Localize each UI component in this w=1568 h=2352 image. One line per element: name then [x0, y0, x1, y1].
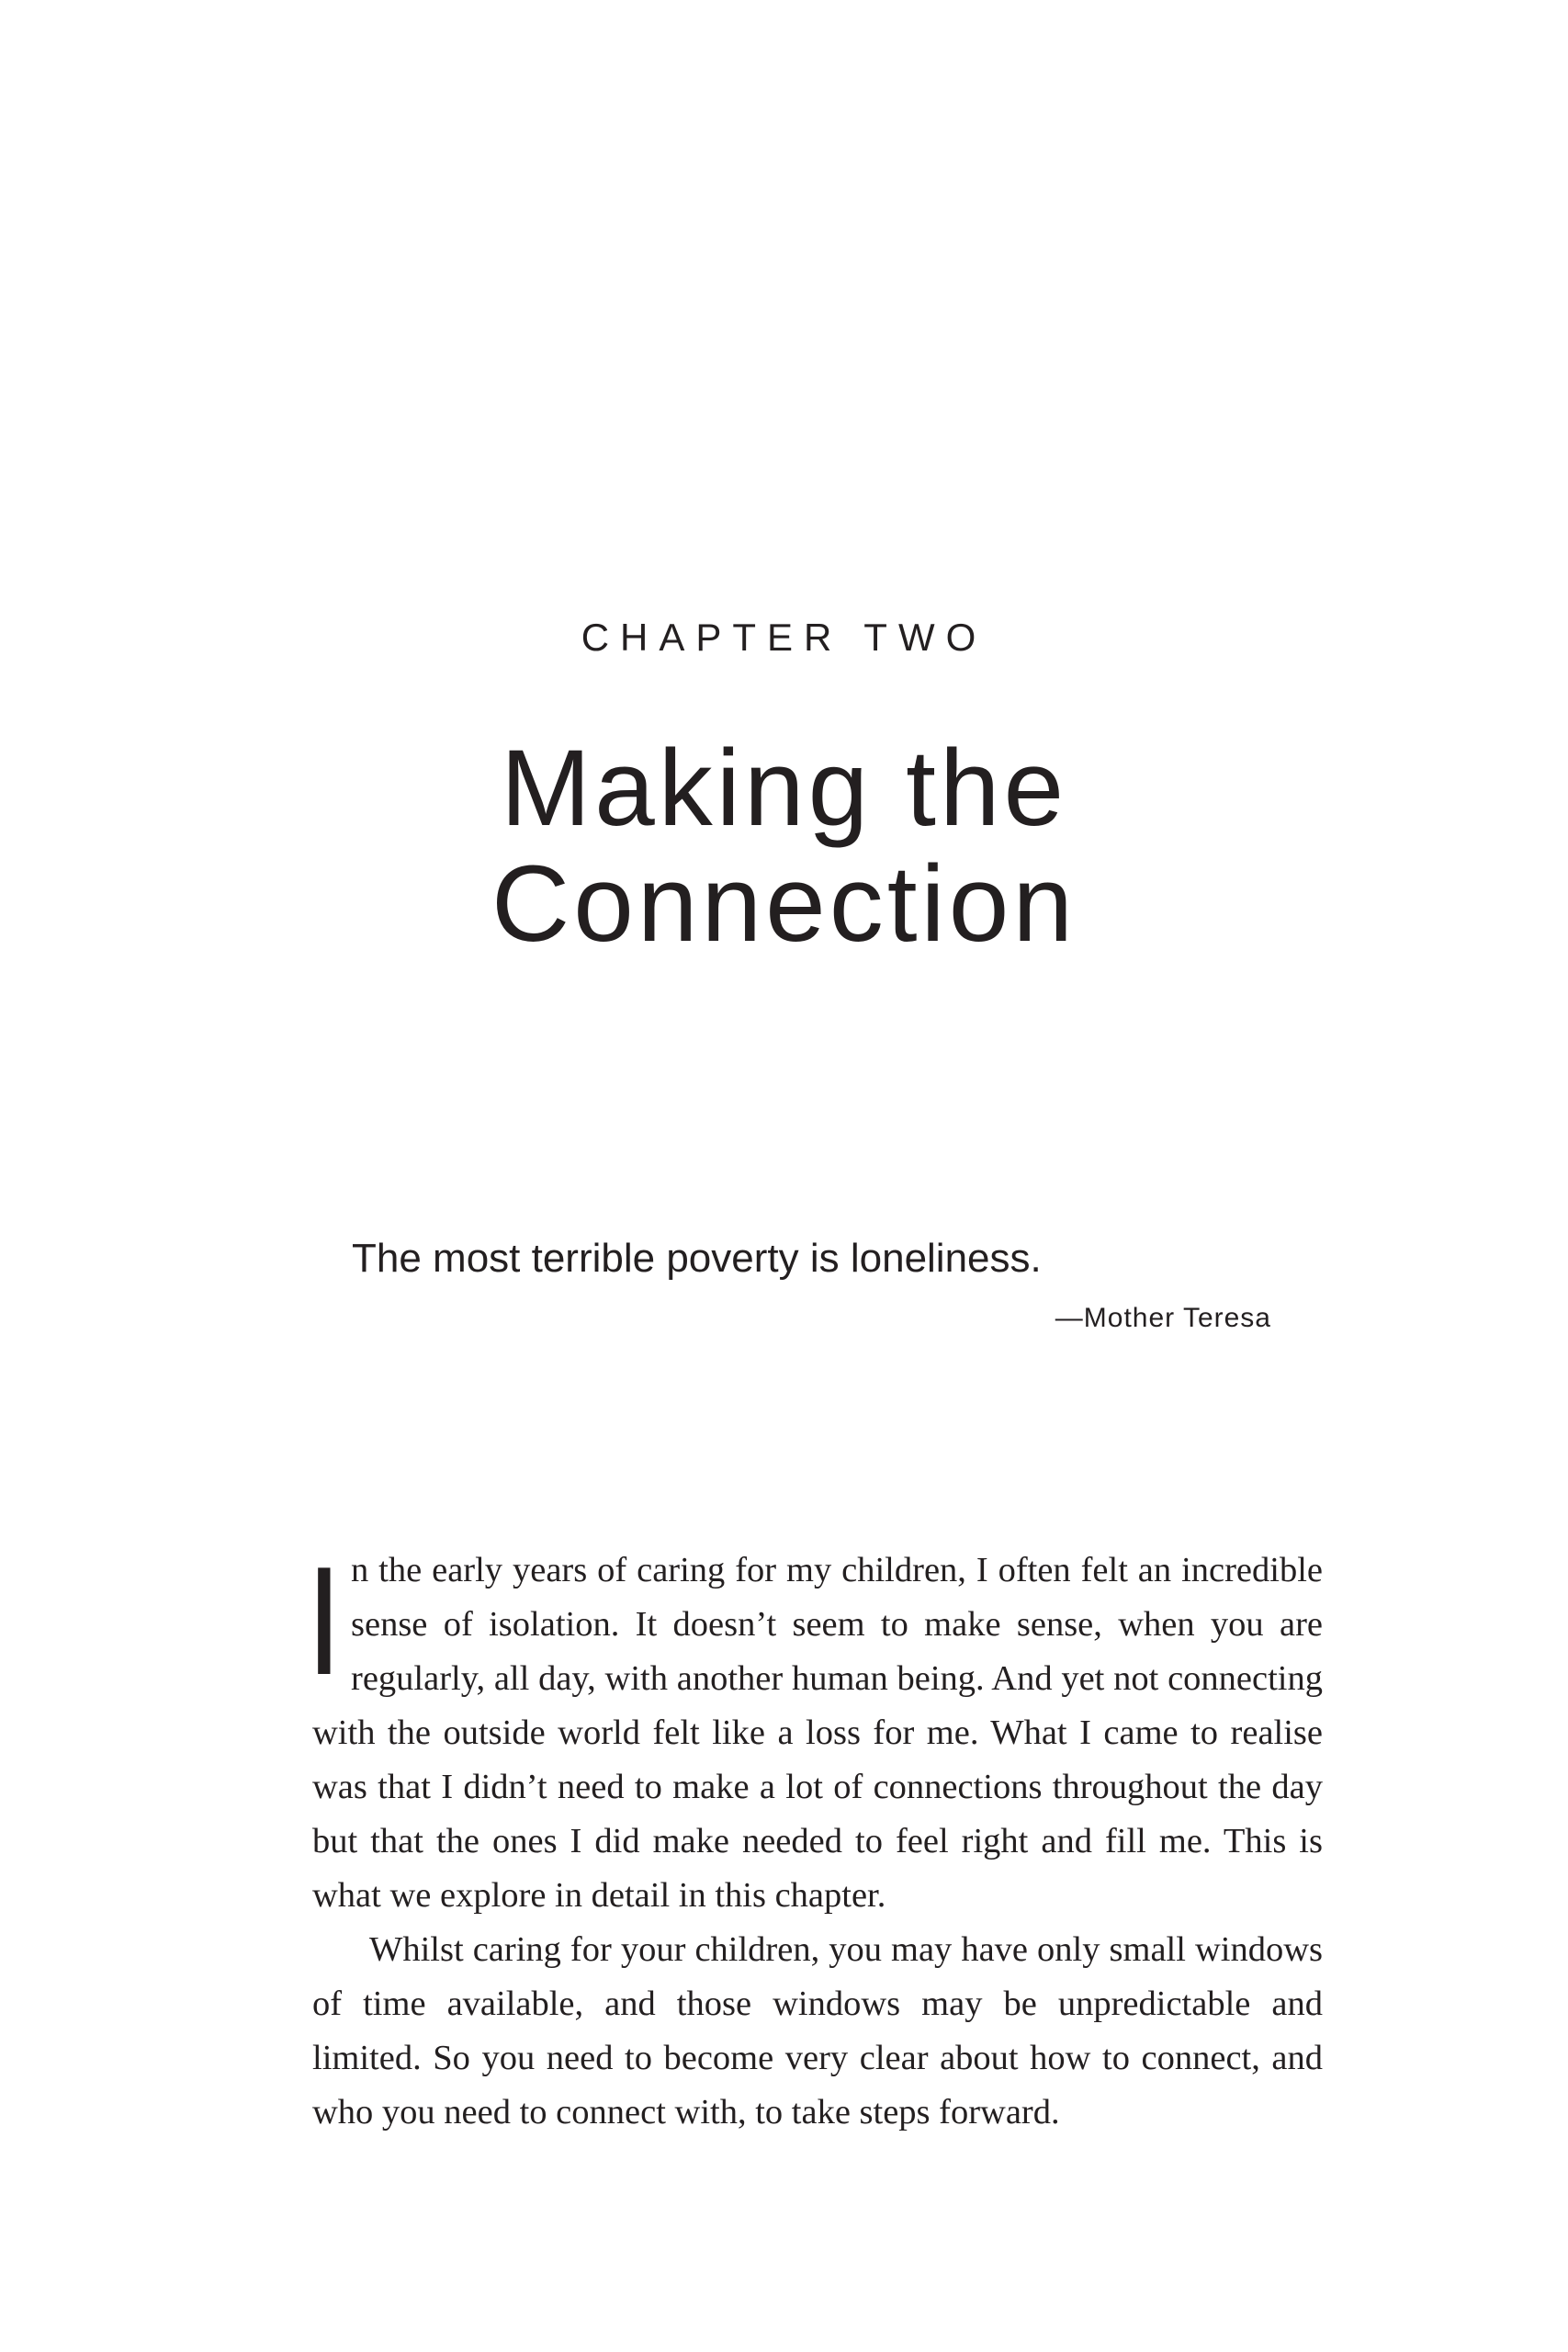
chapter-label: CHAPTER TWO — [581, 616, 987, 659]
drop-cap: I — [312, 1534, 336, 1707]
paragraph-2: Whilst caring for your children, you may have only small windows of time available, and those windows may be unpredictable and limited. So you need to become very clear about how to connect, and who you need to connect with, to take steps forward. — [312, 1930, 1323, 2132]
epigraph-quote: The most terrible poverty is loneliness. — [352, 1236, 1042, 1281]
epigraph-attribution: —Mother Teresa — [1055, 1303, 1271, 1333]
chapter-title-line-2: Connection — [491, 843, 1077, 965]
chapter-title-line-1: Making the — [500, 728, 1068, 849]
paragraph-1 — [312, 1534, 1323, 1923]
chapter-title — [0, 728, 1568, 965]
body-text — [312, 1534, 1323, 2140]
paragraph-1-text: n the early years of caring for my children, I often felt an incredible sense of isolation. It doesn’t seem to make sense, when you are regularly, all day, with another human being. And yet not connecting with the outside world felt like a loss for me. What I came to realise was that I didn’t need to make a lot of connections throughout the day but that the ones I did make needed to feel right and fill me. This is what we explore in detail in this chapter. — [312, 1551, 1323, 1915]
